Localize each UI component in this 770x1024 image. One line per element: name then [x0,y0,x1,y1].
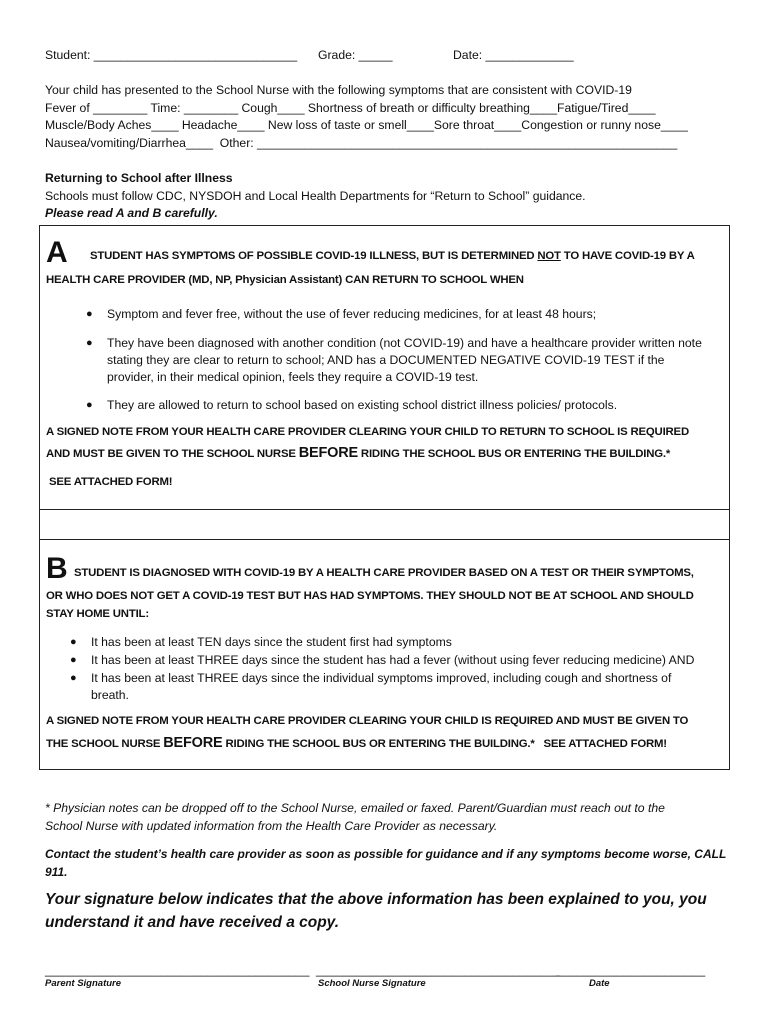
section-a-box [39,225,730,510]
returning-title: Returning to School after Illness [45,171,233,185]
blank-divider-box [39,509,730,540]
bullet-dot: ● [70,654,77,666]
section-a-heading-line2: HEALTH CARE PROVIDER (MD, NP, Physician Assistant) CAN RETURN TO SCHOOL WHEN [46,274,524,286]
bullet-dot: ● [70,636,77,648]
parent-signature-line[interactable]: _______________________________________ [45,963,310,977]
section-b-letter: B [46,552,68,585]
section-a-letter: A [46,236,68,269]
parent-signature-label: Parent Signature [45,978,122,989]
bullet-dot: ● [70,672,77,684]
contact-note: Contact the student’s health care provider as soon as possible for guidance and if any symptoms become worse, CALL 911. [45,847,727,879]
section-a-note-line1: A SIGNED NOTE FROM YOUR HEALTH CARE PROVIDER CLEARING YOUR CHILD TO RETURN TO SCHOOL IS REQUIRED [46,426,689,438]
section-a-bullet-1: Symptom and fever free, without the use of fever reducing medicines, for at least 48 hours; [107,307,597,321]
section-b-heading-line1: STUDENT IS DIAGNOSED WITH COVID-19 BY A HEALTH CARE PROVIDER BASED ON A TEST OR THEIR SYMPTOMS, [74,567,694,579]
returning-guidance: Schools must follow CDC, NYSDOH and Local Health Departments for “Return to School” guidance. [45,189,586,203]
section-b-heading-line2: OR WHO DOES NOT GET A COVID-19 TEST BUT HAS HAD SYMPTOMS. THEY SHOULD NOT BE AT SCHOOL AND SHOULD [46,590,694,602]
date-signature-line[interactable]: ______________________ [556,963,706,977]
bullet-dot: ● [86,399,93,411]
grade-field-label[interactable]: Grade: _____ [318,48,393,62]
section-b-box [39,539,730,770]
returning-read-carefully: Please read A and B carefully. [45,206,218,220]
date-signature-label: Date [589,978,610,989]
section-a-see-form: SEE ATTACHED FORM! [49,476,173,488]
signature-statement: Your signature below indicates that the above information has been explained to you, you understand it and have received a copy. [45,891,707,931]
student-field-label[interactable]: Student: ______________________________ [45,48,298,62]
nurse-signature-label: School Nurse Signature [318,978,426,989]
date-field-label[interactable]: Date: _____________ [453,48,574,62]
symptoms-line-aches[interactable]: Muscle/Body Aches____ Headache____ New loss of taste or smell____Sore throat____Congestion or runny nose____ [45,118,688,132]
symptoms-line-nausea[interactable]: Nausea/vomiting/Diarrhea____ Other: ______________________________________________________________ [45,136,678,150]
section-b-note-line2: THE SCHOOL NURSE BEFORE RIDING THE SCHOOL BUS OR ENTERING THE BUILDING.* SEE ATTACHED FORM! [46,735,667,751]
section-b-heading-line3: STAY HOME UNTIL: [46,608,149,620]
section-a-heading: STUDENT HAS SYMPTOMS OF POSSIBLE COVID-19 ILLNESS, BUT IS DETERMINED NOT TO HAVE COVID-19 BY A [90,250,695,262]
nurse-signature-line[interactable]: ____________________________________ [316,963,561,977]
section-a-note-line2: AND MUST BE GIVEN TO THE SCHOOL NURSE BEFORE RIDING THE SCHOOL BUS OR ENTERING THE BUILDING.* [46,445,671,461]
section-b-bullet-3: It has been at least THREE days since the individual symptoms improved, including cough and shortness of breath. [91,671,672,702]
bullet-dot: ● [86,337,93,349]
symptoms-line-fever[interactable]: Fever of ________ Time: ________ Cough____ Shortness of breath or difficulty breathing____Fatigue/Tired____ [45,101,656,115]
section-b-bullet-2: It has been at least THREE days since the student has had a fever (without using fever reducing medicine) AND [91,653,695,667]
bullet-dot: ● [86,308,93,320]
section-a-bullet-3: They are allowed to return to school based on existing school district illness policies/ protocols. [107,398,618,412]
physician-note: * Physician notes can be dropped off to the School Nurse, emailed or faxed. Parent/Guardian must reach out to the School Nurse with updated information from the Health Care Provider as necessary. [45,801,665,833]
symptoms-intro: Your child has presented to the School Nurse with the following symptoms that are consistent with COVID-19 [45,83,632,97]
section-b-note-line1: A SIGNED NOTE FROM YOUR HEALTH CARE PROVIDER CLEARING YOUR CHILD IS REQUIRED AND MUST BE GIVEN TO [46,715,689,727]
section-b-bullet-1: It has been at least TEN days since the student first had symptoms [91,635,452,649]
section-a-bullet-2: They have been diagnosed with another condition (not COVID-19) and have a healthcare provider written note stating they are clear to return to school; AND has a DOCUMENTED NEGATIVE COVID-19 TEST if the provider, in their medical opinion, feels they require a COVID-19 test. [107,336,702,384]
